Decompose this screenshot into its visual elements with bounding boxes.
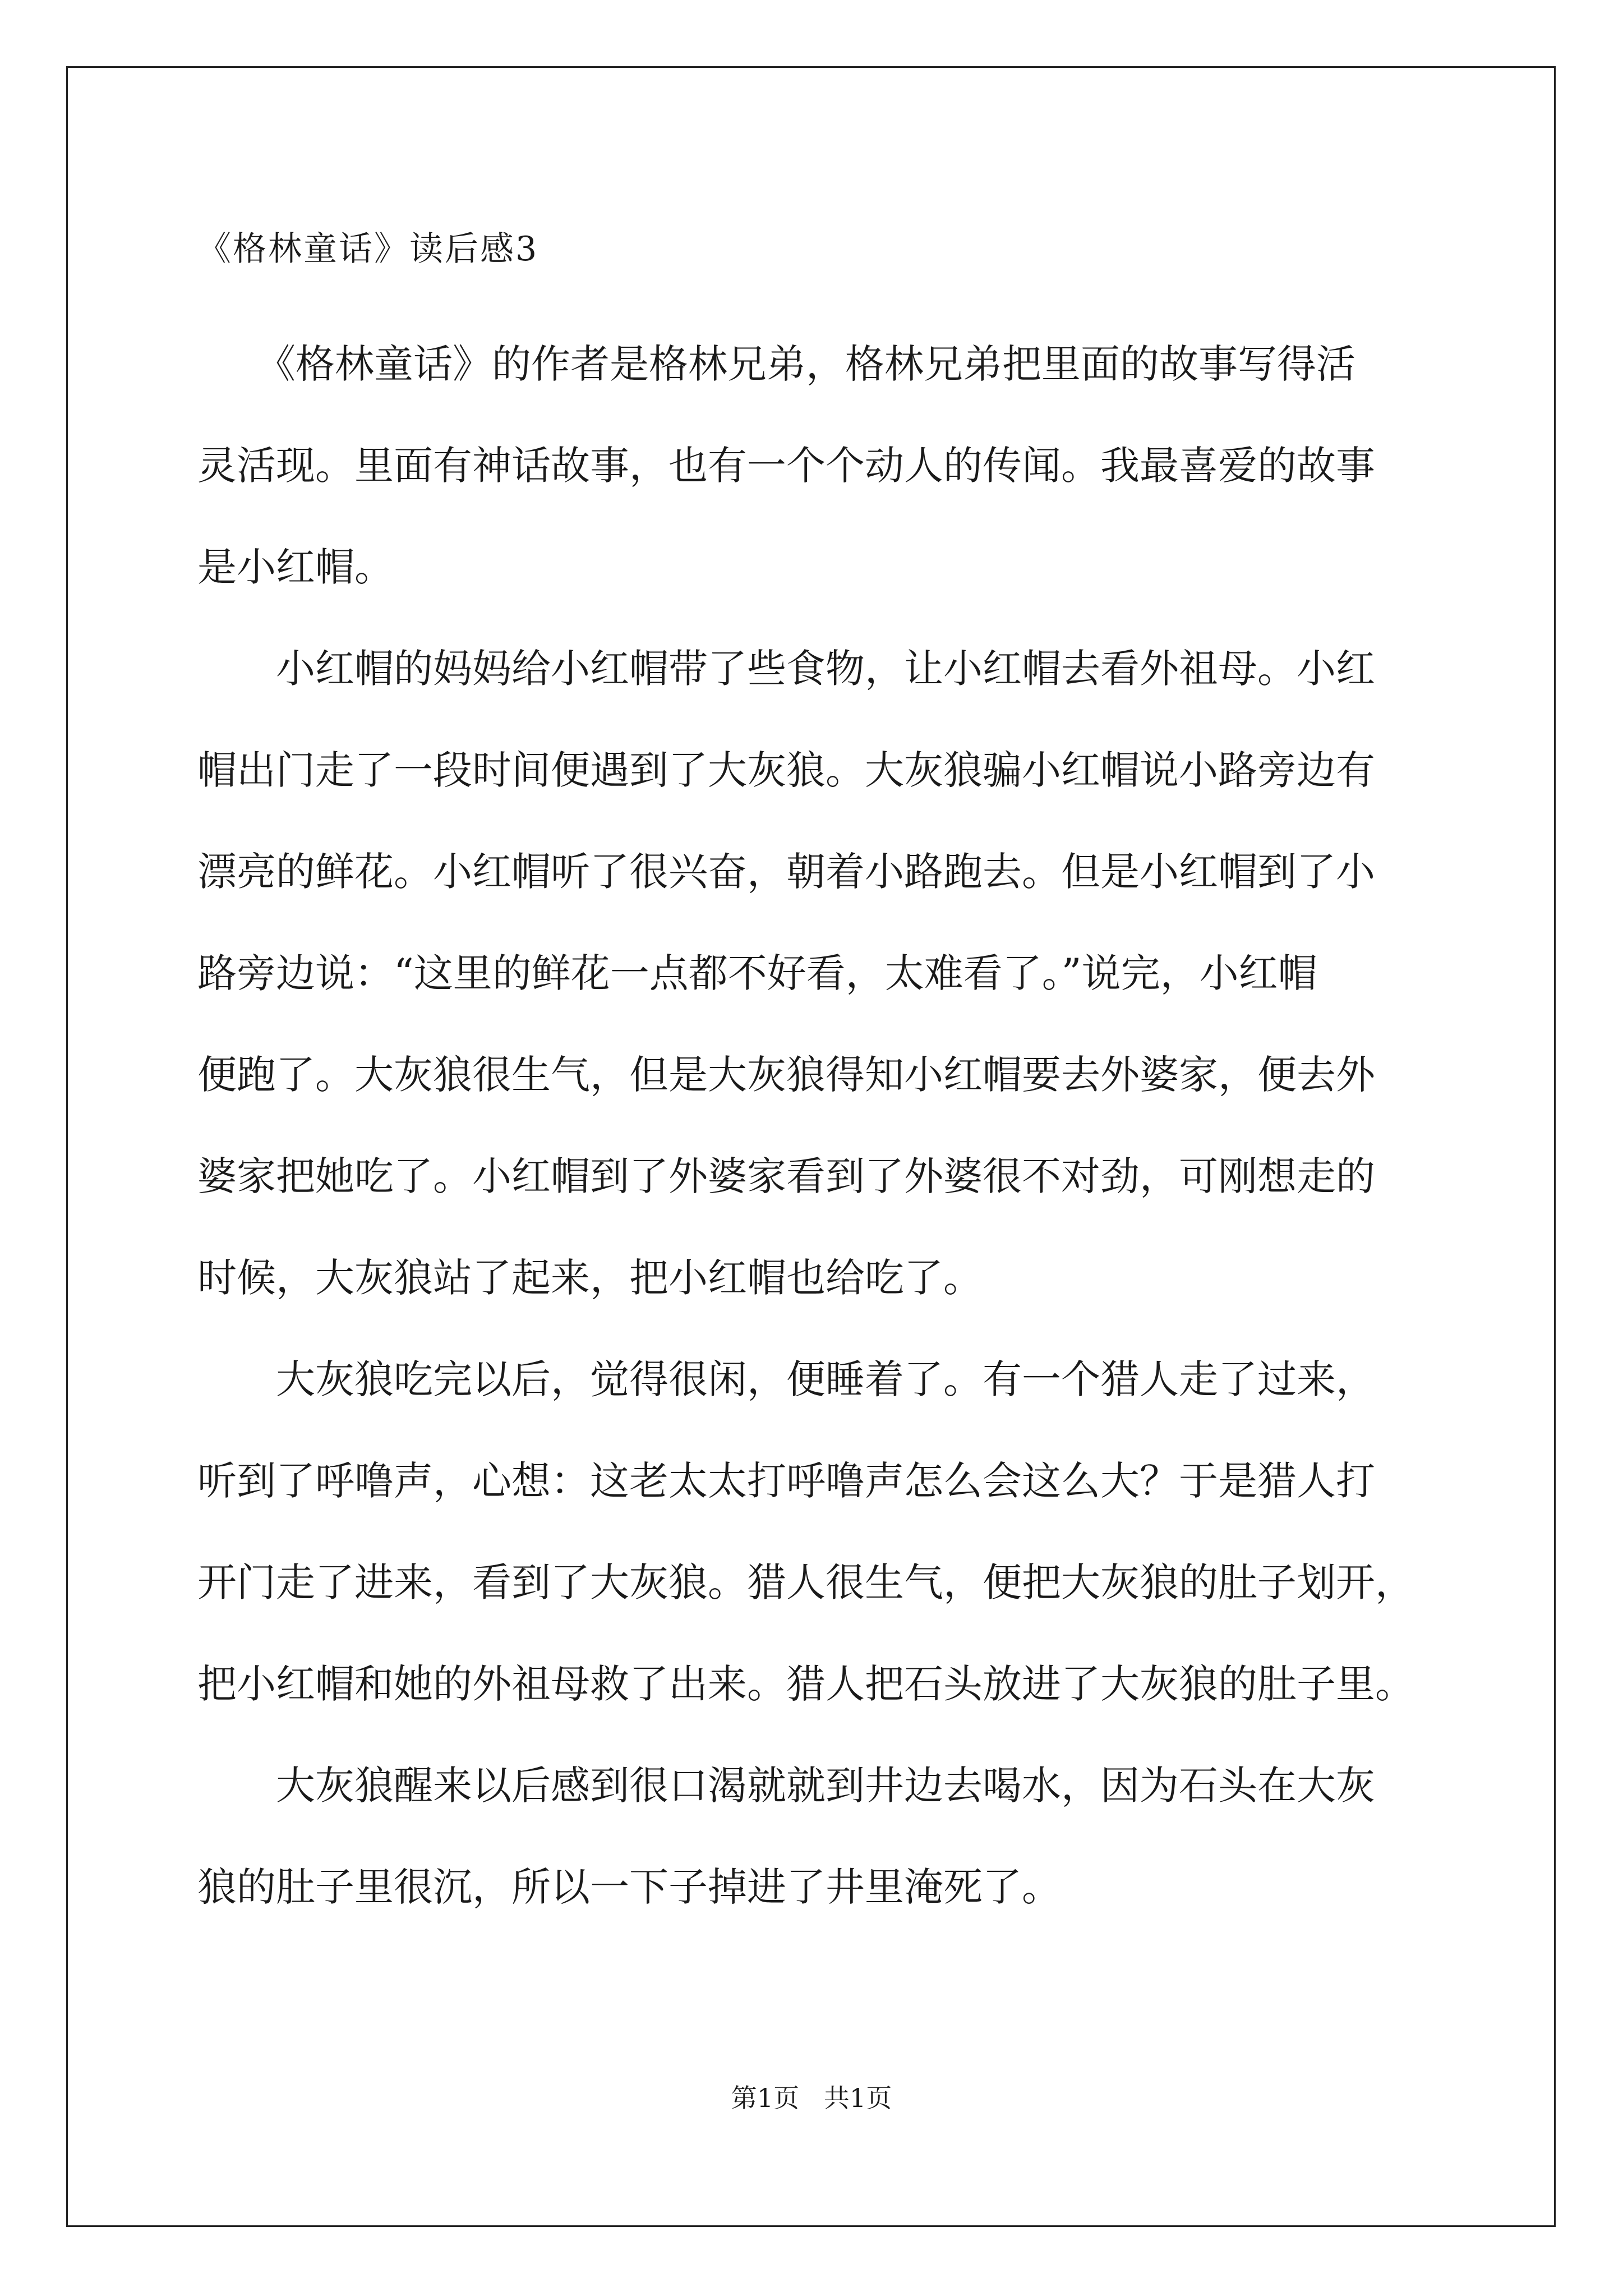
text-line: 把小红帽和她的外祖母救了出来。猎人把石头放进了大灰狼的肚子里。 <box>197 1661 1414 1707</box>
text-line: 《格林童话》的作者是格林兄弟，格林兄弟把里面的故事写得活 <box>197 341 1355 387</box>
text-line: 开门走了进来，看到了大灰狼。猎人很生气，便把大灰狼的肚子划开， <box>197 1559 1414 1605</box>
text-line: 大灰狼吃完以后，觉得很闲，便睡着了。有一个猎人走了过来， <box>197 1356 1375 1402</box>
text-line: 听到了呼噜声，心想：这老太太打呼噜声怎么会这么大？于是猎人打 <box>197 1458 1375 1504</box>
page-footer: 第1页 共1页 <box>731 2083 892 2113</box>
text-line: 灵活现。里面有神话故事，也有一个个动人的传闻。我最喜爱的故事 <box>197 443 1375 489</box>
text-line: 路旁边说：“这里的鲜花一点都不好看，太难看了。”说完，小红帽 <box>197 950 1317 996</box>
text-line: 大灰狼醒来以后感到很口渴就就到井边去喝水，因为石头在大灰 <box>197 1763 1375 1809</box>
text-line: 小红帽的妈妈给小红帽带了些食物，让小红帽去看外祖母。小红 <box>197 646 1375 692</box>
text-line: 便跑了。大灰狼很生气，但是大灰狼得知小红帽要去外婆家，便去外 <box>197 1052 1375 1098</box>
text-line: 漂亮的鲜花。小红帽听了很兴奋，朝着小路跑去。但是小红帽到了小 <box>197 849 1375 895</box>
text-line: 婆家把她吃了。小红帽到了外婆家看到了外婆很不对劲，可刚想走的 <box>197 1153 1375 1199</box>
text-line: 狼的肚子里很沉，所以一下子掉进了井里淹死了。 <box>197 1864 1061 1910</box>
text-line: 时候，大灰狼站了起来，把小红帽也给吃了。 <box>197 1255 983 1301</box>
text-line: 帽出门走了一段时间便遇到了大灰狼。大灰狼骗小红帽说小路旁边有 <box>197 747 1375 793</box>
text-line: 是小红帽。 <box>197 544 394 590</box>
document-title: 《格林童话》读后感3 <box>197 229 539 269</box>
